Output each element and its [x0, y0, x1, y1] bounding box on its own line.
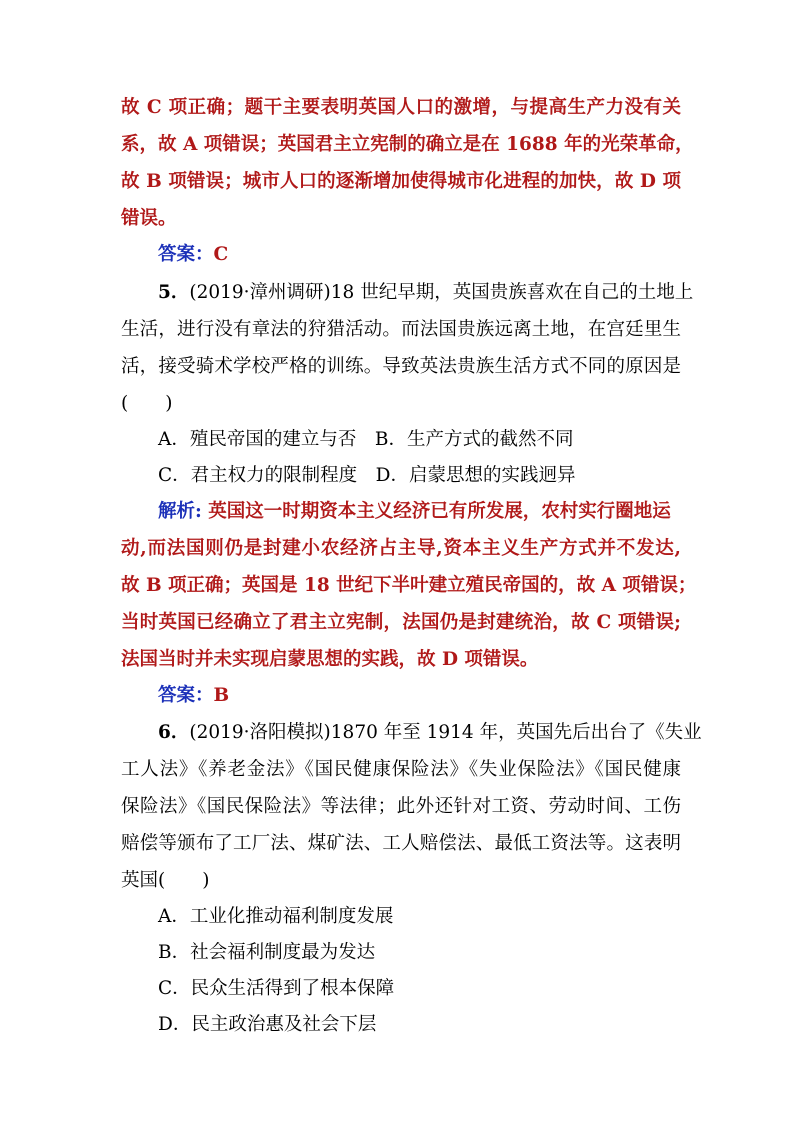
q6-stem-line-5: 英国( ) [121, 870, 210, 891]
q6-stem-text-1: 1870 年至 1914 年，英国先后出台了《失业 [330, 722, 702, 743]
q5-stem-line-3: 活，接受骑术学校严格的训练。导致英法贵族生活方式不同的原因是 [121, 356, 681, 377]
q5-answer [158, 684, 718, 708]
q5-stem-text-1: 18 世纪早期，英国贵族喜欢在自己的土地上 [330, 282, 694, 303]
q5-options-line-2: C．君主权力的限制程度 D．启蒙思想的实践迥异 [158, 465, 576, 486]
q6-option-d: D．民主政治惠及社会下层 [158, 1014, 377, 1035]
q6-stem-line-4: 赔偿等颁布了工厂法、煤矿法、工人赔偿法、最低工资法等。这表明 [121, 833, 681, 854]
q6-option-a: A．工业化推动福利制度发展 [158, 906, 394, 927]
q6-option-b: B．社会福利制度最为发达 [158, 942, 376, 963]
analysis-label: 解析: [158, 501, 202, 522]
q5-analysis-line-4: 当时英国已经确立了君主立宪制，法国仍是封建统治，故 C 项错误; [121, 612, 681, 633]
q6-stem-line-2: 工人法》《养老金法》《国民健康保险法》《失业保险法》《国民健康 [121, 759, 681, 780]
answer-value: B [213, 685, 230, 706]
q6-stem-line-3: 保险法》《国民保险法》等法律；此外还针对工资、劳动时间、工伤 [121, 796, 681, 817]
q5-number: 5． [158, 282, 190, 303]
q5-stem-line-2: 生活，进行没有章法的狩猎活动。而法国贵族远离土地，在宫廷里生 [121, 319, 681, 340]
q5-options-line-1: A．殖民帝国的建立与否 B．生产方式的截然不同 [158, 429, 574, 450]
q5-analysis-line-3: 故 B 项正确；英国是 18 世纪下半叶建立殖民帝国的，故 A 项错误； [121, 575, 697, 596]
q5-source: (2019·漳州调研) [189, 282, 331, 303]
q5-analysis-line-1 [158, 500, 681, 524]
q6-number: 6． [158, 722, 190, 743]
q6-option-c: C．民众生活得到了根本保障 [158, 978, 395, 999]
answer-value: C [213, 244, 229, 265]
answer-label: 答案： [158, 244, 214, 265]
prev-analysis-line-2: 系，故 A 项错误；英国君主立宪制的确立是在 1688 年的光荣革命， [121, 134, 694, 155]
prev-analysis-line-1: 故 C 项正确；题干主要表明英国人口的激增，与提高生产力没有关 [121, 97, 681, 118]
answer-label: 答案： [158, 685, 214, 706]
q5-stem-line-1 [158, 281, 694, 305]
q6-source: (2019·洛阳模拟) [189, 722, 331, 743]
q5-stem-line-4: ( ) [121, 393, 173, 414]
q6-stem-line-1 [158, 721, 702, 745]
q5-analysis-line-2: 动,而法国则仍是封建小农经济占主导,资本主义生产方式并不发达, [121, 538, 681, 559]
prev-analysis-line-3: 故 B 项错误；城市人口的逐渐增加使得城市化进程的加快，故 D 项 [121, 171, 681, 192]
q5-analysis-text-1: 英国这一时期资本主义经济已有所发展，农村实行圈地运 [208, 501, 671, 522]
q5-analysis-line-5: 法国当时并未实现启蒙思想的实践，故 D 项错误。 [121, 649, 539, 670]
prev-analysis-line-4: 错误。 [121, 208, 177, 229]
q4-answer [158, 243, 718, 267]
